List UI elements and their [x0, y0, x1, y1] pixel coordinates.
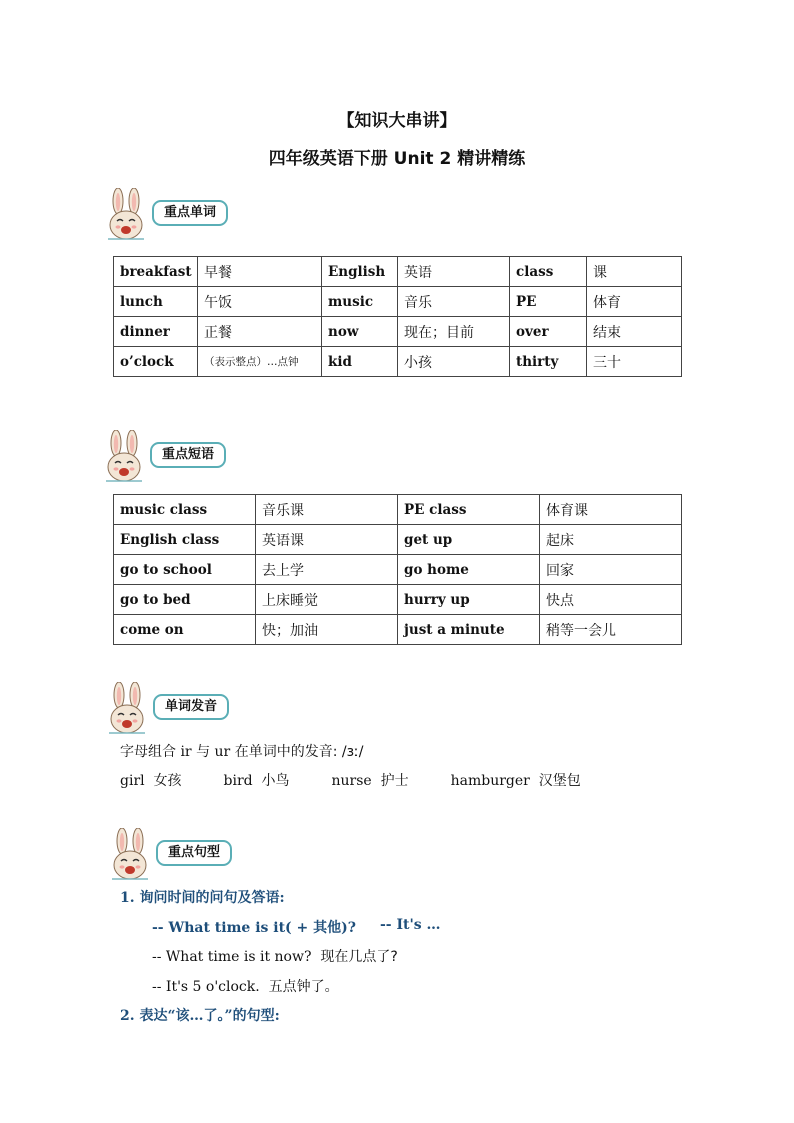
pron-word: bird 小鸟: [223, 773, 290, 789]
word-chinese: （表示整点）…点钟: [198, 347, 322, 377]
phrase-english: get up: [398, 525, 540, 555]
word-chinese: 现在；目前: [398, 317, 510, 347]
phrase-chinese: 快点: [540, 585, 682, 615]
rule-prefix: 字母组合: [120, 744, 181, 760]
sentence-example-question: -- What time is it now? 现在几点了?: [152, 949, 398, 965]
phrase-chinese: 快；加油: [256, 615, 398, 645]
section-badge: 单词发音: [153, 694, 229, 720]
table-row: [114, 525, 682, 555]
pron-word: nurse 护士: [331, 773, 409, 789]
phrase-english: PE class: [398, 495, 540, 525]
sentence-pattern-answer: -- It's …: [380, 917, 441, 933]
phrase-english: come on: [114, 615, 256, 645]
bunny-icon: [108, 828, 154, 882]
word-chinese: 英语: [398, 257, 510, 287]
word-english: music: [322, 287, 398, 317]
rule-suffix: 在单词中的发音: /ɜː/: [230, 744, 364, 760]
phrase-english: just a minute: [398, 615, 540, 645]
phrase-chinese: 音乐课: [256, 495, 398, 525]
word-english: class: [510, 257, 587, 287]
pron-word: girl 女孩: [120, 773, 182, 789]
word-chinese: 正餐: [198, 317, 322, 347]
word-english: English: [322, 257, 398, 287]
word-english: dinner: [114, 317, 198, 347]
word-english: lunch: [114, 287, 198, 317]
bunny-icon: [105, 682, 151, 736]
bunny-icon: [104, 188, 150, 242]
table-row: [114, 287, 682, 317]
phrase-chinese: 起床: [540, 525, 682, 555]
phrase-chinese: 上床睡觉: [256, 585, 398, 615]
table-row: [114, 585, 682, 615]
sentence-item1-title: 1. 询问时间的问句及答语:: [120, 890, 285, 906]
rule-ur: ur: [214, 744, 231, 760]
pronunciation-rule: [120, 741, 363, 761]
word-english: thirty: [510, 347, 587, 377]
word-english: over: [510, 317, 587, 347]
bunny-icon: [102, 430, 148, 484]
section-badge: 重点短语: [150, 442, 226, 468]
words-table: [113, 256, 682, 377]
sentence-item2-title: 2. 表达“该…了。”的句型:: [120, 1008, 280, 1024]
phrase-english: hurry up: [398, 585, 540, 615]
section-badge: 重点单词: [152, 200, 228, 226]
phrase-chinese: 稍等一会儿: [540, 615, 682, 645]
phrase-chinese: 回家: [540, 555, 682, 585]
phrases-table: [113, 494, 682, 645]
pron-word: hamburger 汉堡包: [450, 773, 581, 789]
word-chinese: 小孩: [398, 347, 510, 377]
phrase-english: go home: [398, 555, 540, 585]
word-english: breakfast: [114, 257, 198, 287]
word-english: kid: [322, 347, 398, 377]
phrase-english: music class: [114, 495, 256, 525]
pronunciation-words: [120, 770, 623, 790]
sentence-pattern-question: -- What time is it( + 其他)?: [152, 920, 356, 936]
table-row: [114, 317, 682, 347]
word-chinese: 结束: [587, 317, 682, 347]
rule-ir: ir: [180, 744, 192, 760]
table-row: [114, 347, 682, 377]
phrase-chinese: 体育课: [540, 495, 682, 525]
main-title: 【知识大串讲】: [337, 111, 457, 131]
word-chinese: 午饭: [198, 287, 322, 317]
rule-and: 与: [191, 744, 215, 760]
word-chinese: 早餐: [198, 257, 322, 287]
sentence-example-answer: -- It's 5 o'clock. 五点钟了。: [152, 979, 339, 995]
table-row: [114, 257, 682, 287]
word-english: o’clock: [114, 347, 198, 377]
section-badge: 重点句型: [156, 840, 232, 866]
word-english: PE: [510, 287, 587, 317]
table-row: [114, 555, 682, 585]
phrase-chinese: 去上学: [256, 555, 398, 585]
word-chinese: 课: [587, 257, 682, 287]
word-chinese: 音乐: [398, 287, 510, 317]
word-chinese: 体育: [587, 287, 682, 317]
table-row: [114, 495, 682, 525]
phrase-english: go to school: [114, 555, 256, 585]
table-row: [114, 615, 682, 645]
word-english: now: [322, 317, 398, 347]
word-chinese: 三十: [587, 347, 682, 377]
phrase-chinese: 英语课: [256, 525, 398, 555]
phrase-english: English class: [114, 525, 256, 555]
phrase-english: go to bed: [114, 585, 256, 615]
sub-title: 四年级英语下册 Unit 2 精讲精练: [268, 149, 526, 169]
